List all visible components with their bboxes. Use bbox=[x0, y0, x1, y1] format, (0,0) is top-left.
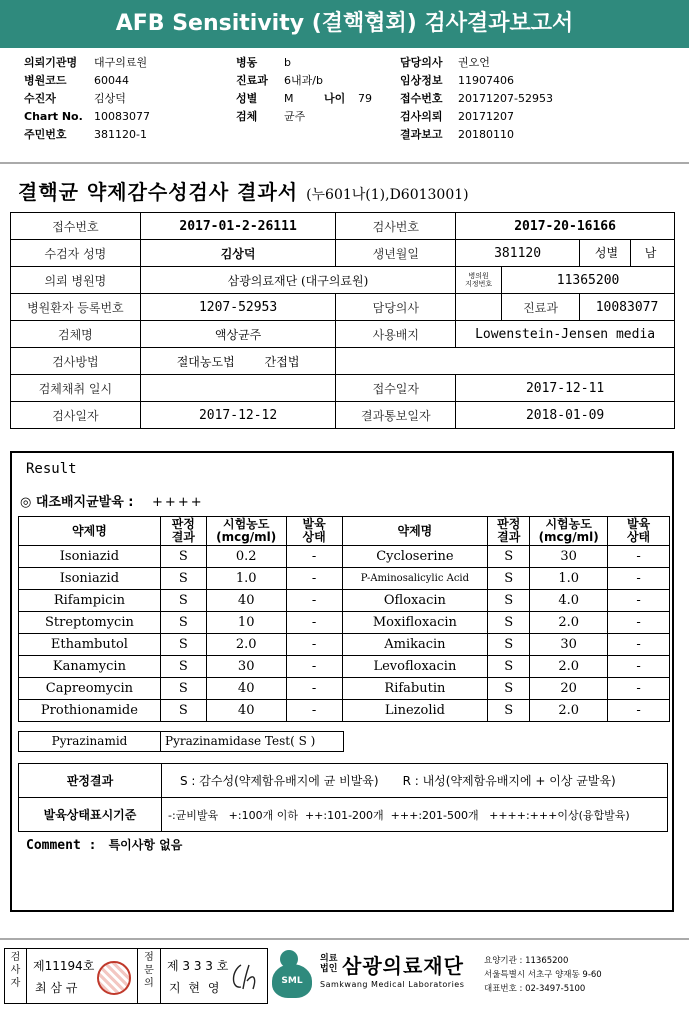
info-label: 생년월일 bbox=[336, 240, 456, 267]
table-cell: Isoniazid bbox=[19, 568, 161, 590]
table-cell: Linezolid bbox=[342, 700, 488, 722]
header-row: Chart No. 10083077 bbox=[24, 110, 150, 123]
seal-icon bbox=[97, 961, 131, 995]
column-header: 판정 결과 bbox=[160, 517, 206, 546]
table-row bbox=[19, 764, 668, 798]
table-row bbox=[11, 375, 675, 402]
table-cell: S bbox=[488, 612, 530, 634]
table-cell: Levofloxacin bbox=[342, 656, 488, 678]
table-cell: S bbox=[488, 546, 530, 568]
table-cell: - bbox=[286, 612, 342, 634]
address-line: 서울특별시 서초구 양재동 9-60 bbox=[484, 970, 602, 980]
info-label: 검사방법 bbox=[11, 348, 141, 375]
table-row bbox=[19, 678, 670, 700]
table-row bbox=[11, 402, 675, 429]
table-cell: 0.2 bbox=[206, 546, 286, 568]
table-cell: S bbox=[488, 678, 530, 700]
table-cell: - bbox=[608, 700, 670, 722]
table-cell: S bbox=[488, 590, 530, 612]
table-cell: - bbox=[286, 678, 342, 700]
table-row bbox=[19, 612, 670, 634]
comment-value: 특이사항 없음 bbox=[108, 838, 183, 852]
pyrazinamid-row bbox=[18, 731, 344, 752]
control-growth-value: ++++ bbox=[152, 495, 204, 510]
table-row bbox=[11, 267, 675, 294]
header-col-3 bbox=[400, 54, 553, 144]
org-name: 삼광의료재단 bbox=[342, 954, 464, 978]
phone-number: 대표번호 : 02-3497-5100 bbox=[484, 984, 586, 994]
org-english-name: Samkwang Medical Laboratories bbox=[320, 980, 465, 989]
table-cell: S bbox=[160, 612, 206, 634]
info-value: 절대농도법 간접법 bbox=[140, 348, 336, 375]
header-col-2 bbox=[236, 54, 372, 126]
table-cell: Rifabutin bbox=[342, 678, 488, 700]
table-cell: 40 bbox=[206, 590, 286, 612]
table-row bbox=[19, 656, 670, 678]
table-cell: Cycloserine bbox=[342, 546, 488, 568]
report-banner-title: AFB Sensitivity (결핵협회) 검사결과보고서 bbox=[0, 0, 689, 48]
table-cell: Moxifloxacin bbox=[342, 612, 488, 634]
header-row: 검체 균주 bbox=[236, 110, 306, 123]
header-row: 임상정보 11907406 bbox=[400, 74, 514, 87]
info-value: 381120 bbox=[456, 240, 580, 267]
table-row bbox=[11, 348, 675, 375]
table-cell: - bbox=[286, 590, 342, 612]
column-header: 판정 결과 bbox=[488, 517, 530, 546]
pyrazinamid-label: Pyrazinamid bbox=[19, 732, 161, 751]
table-row bbox=[11, 321, 675, 348]
sml-logo-text: SML bbox=[272, 964, 312, 998]
header-row: 결과보고 20180110 bbox=[400, 128, 514, 141]
table-cell: - bbox=[608, 634, 670, 656]
header-row: 검사의뢰 20171207 bbox=[400, 110, 514, 123]
info-label: 접수번호 bbox=[11, 213, 141, 240]
table-row bbox=[19, 634, 670, 656]
info-label: 수검자 성명 bbox=[11, 240, 141, 267]
table-row bbox=[19, 568, 670, 590]
table-cell: Streptomycin bbox=[19, 612, 161, 634]
org-type: 의료 법인 bbox=[320, 954, 338, 974]
table-cell: S bbox=[160, 656, 206, 678]
table-cell: Amikacin bbox=[342, 634, 488, 656]
age-label: 나이 bbox=[324, 92, 346, 105]
info-value: 2017-01-2-26111 bbox=[140, 213, 336, 240]
table-cell: - bbox=[286, 546, 342, 568]
column-header: 약제명 bbox=[342, 517, 488, 546]
table-cell: 2.0 bbox=[530, 656, 608, 678]
table-cell: - bbox=[608, 546, 670, 568]
info-value: 2018-01-09 bbox=[456, 402, 675, 429]
table-cell: 4.0 bbox=[530, 590, 608, 612]
header-col-1 bbox=[24, 54, 150, 144]
legend-label: 판정결과 bbox=[19, 764, 162, 798]
info-label: 결과통보일자 bbox=[336, 402, 456, 429]
reviewer-name: 지 현 영 bbox=[169, 981, 222, 995]
table-cell: 2.0 bbox=[206, 634, 286, 656]
age-value: 79 bbox=[358, 92, 372, 105]
comment: Comment : 특이사항 없음 bbox=[26, 838, 183, 853]
table-cell: 10 bbox=[206, 612, 286, 634]
header-row: 의뢰기관명 대구의료원 bbox=[24, 56, 148, 69]
info-value: 김상덕 bbox=[140, 240, 336, 267]
info-label: 검사번호 bbox=[336, 213, 456, 240]
table-cell: S bbox=[160, 678, 206, 700]
info-value: 2017-12-12 bbox=[140, 402, 336, 429]
table-cell: - bbox=[608, 568, 670, 590]
report-title: 결핵균 약제감수성검사 결과서 (누601나(1),D6013001) bbox=[18, 180, 469, 204]
header-row: 병동 b bbox=[236, 56, 291, 69]
table-cell: - bbox=[608, 612, 670, 634]
info-label: 검사일자 bbox=[11, 402, 141, 429]
table-row bbox=[11, 240, 675, 267]
table-cell: S bbox=[488, 634, 530, 656]
column-header: 발육 상태 bbox=[608, 517, 670, 546]
info-value bbox=[140, 375, 336, 402]
info-label: 병의원 지정번호 bbox=[456, 267, 502, 294]
info-value bbox=[456, 294, 502, 321]
signature-box bbox=[4, 948, 268, 1004]
table-cell: - bbox=[286, 656, 342, 678]
info-value: 10083077 bbox=[580, 294, 675, 321]
divider bbox=[0, 162, 689, 164]
table-cell: S bbox=[488, 568, 530, 590]
examiner-license: 제11194호 bbox=[33, 959, 95, 973]
table-cell: 30 bbox=[206, 656, 286, 678]
table-row bbox=[19, 590, 670, 612]
result-heading: Result bbox=[26, 461, 77, 477]
info-value: 11365200 bbox=[502, 267, 675, 294]
table-cell: Rifampicin bbox=[19, 590, 161, 612]
table-cell: S bbox=[488, 656, 530, 678]
table-cell: Capreomycin bbox=[19, 678, 161, 700]
column-header: 발육 상태 bbox=[286, 517, 342, 546]
header-row: 수진자 김상덕 bbox=[24, 92, 126, 105]
info-label: 접수일자 bbox=[336, 375, 456, 402]
info-label: 검체채취 일시 bbox=[11, 375, 141, 402]
sml-logo-icon bbox=[272, 950, 318, 1000]
table-cell: S bbox=[488, 700, 530, 722]
legend-value: -:균비발육 +:100개 이하 ++:101-200개 +++:201-500개 ++++:+++이상(융합발육) bbox=[162, 798, 668, 832]
info-label: 사용배지 bbox=[336, 321, 456, 348]
table-cell: Isoniazid bbox=[19, 546, 161, 568]
table-row bbox=[19, 546, 670, 568]
header-row: 병원코드 60044 bbox=[24, 74, 129, 87]
table-cell: Ethambutol bbox=[19, 634, 161, 656]
header-row: 접수번호 20171207-52953 bbox=[400, 92, 553, 105]
institution-number: 요양기관 : 11365200 bbox=[484, 956, 569, 966]
column-header: 약제명 bbox=[19, 517, 161, 546]
legend-value: S : 감수성(약제함유배지에 균 비발육) R : 내성(약제함유배지에 + 이상 균발육) bbox=[162, 764, 668, 798]
table-cell: 40 bbox=[206, 700, 286, 722]
info-value: Lowenstein-Jensen media bbox=[456, 321, 675, 348]
table-cell: - bbox=[608, 656, 670, 678]
patient-info-table bbox=[10, 212, 675, 429]
reviewer-license: 제 3 3 3 호 bbox=[167, 959, 229, 973]
control-growth: ◎ 대조배지균발육 : ++++ bbox=[20, 495, 204, 510]
table-cell: S bbox=[160, 700, 206, 722]
table-row bbox=[19, 798, 668, 832]
table-row bbox=[11, 213, 675, 240]
pyrazinamid-test: Pyrazinamidase Test( S ) bbox=[165, 734, 316, 748]
header-row: 진료과 6내과/b bbox=[236, 74, 323, 87]
legend-label: 발육상태표시기준 bbox=[19, 798, 162, 832]
table-cell: Prothionamide bbox=[19, 700, 161, 722]
reviewer-label: 점 문 의 bbox=[137, 949, 161, 1003]
table-cell: 1.0 bbox=[206, 568, 286, 590]
signature-icon bbox=[227, 959, 261, 995]
info-label: 진료과 bbox=[502, 294, 580, 321]
table-cell: - bbox=[608, 590, 670, 612]
info-label: 담당의사 bbox=[336, 294, 456, 321]
table-cell: S bbox=[160, 634, 206, 656]
examiner-name: 최 삼 규 bbox=[35, 981, 78, 995]
info-label: 의뢰 병원명 bbox=[11, 267, 141, 294]
info-value: 1207-52953 bbox=[140, 294, 336, 321]
table-cell: S bbox=[160, 568, 206, 590]
table-cell: - bbox=[286, 568, 342, 590]
table-row bbox=[19, 700, 670, 722]
table-cell: - bbox=[286, 700, 342, 722]
info-value: 2017-12-11 bbox=[456, 375, 675, 402]
table-cell: P-Aminosalicylic Acid bbox=[342, 568, 488, 590]
info-value: 삼광의료재단 (대구의료원) bbox=[140, 267, 455, 294]
examiner-label: 검 사 자 bbox=[5, 949, 27, 1003]
table-header-row bbox=[19, 517, 670, 546]
table-cell: 1.0 bbox=[530, 568, 608, 590]
report-code: (누601나(1),D6013001) bbox=[306, 187, 469, 203]
table-cell: S bbox=[160, 590, 206, 612]
table-cell: Kanamycin bbox=[19, 656, 161, 678]
header-row: 성별 M 나이 79 bbox=[236, 90, 372, 108]
divider bbox=[0, 938, 689, 940]
info-empty bbox=[336, 348, 675, 375]
info-value: 2017-20-16166 bbox=[456, 213, 675, 240]
gender-cell: 성별 남 bbox=[580, 240, 675, 267]
table-cell: - bbox=[286, 634, 342, 656]
table-cell: 30 bbox=[530, 634, 608, 656]
header-row: 주민번호 381120-1 bbox=[24, 128, 147, 141]
info-label: 병원환자 등록번호 bbox=[11, 294, 141, 321]
info-label: 검체명 bbox=[11, 321, 141, 348]
table-cell: Ofloxacin bbox=[342, 590, 488, 612]
org-address bbox=[484, 954, 602, 996]
info-value: 액상균주 bbox=[140, 321, 336, 348]
table-row bbox=[11, 294, 675, 321]
table-cell: 20 bbox=[530, 678, 608, 700]
column-header: 시험농도 (mcg/ml) bbox=[206, 517, 286, 546]
table-cell: - bbox=[608, 678, 670, 700]
table-cell: S bbox=[160, 546, 206, 568]
legend-table bbox=[18, 763, 668, 832]
column-header: 시험농도 (mcg/ml) bbox=[530, 517, 608, 546]
header-row: 담당의사 권오언 bbox=[400, 56, 490, 69]
table-cell: 2.0 bbox=[530, 612, 608, 634]
table-cell: 40 bbox=[206, 678, 286, 700]
drug-sensitivity-table bbox=[18, 516, 670, 722]
table-cell: 2.0 bbox=[530, 700, 608, 722]
table-cell: 30 bbox=[530, 546, 608, 568]
